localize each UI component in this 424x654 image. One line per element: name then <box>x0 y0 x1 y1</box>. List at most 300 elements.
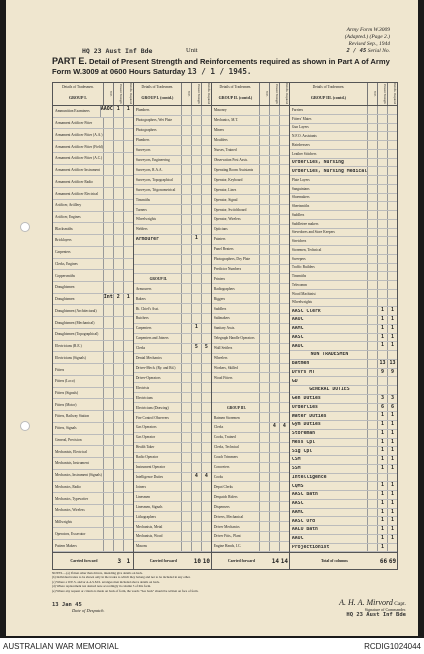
cell-we <box>103 482 113 493</box>
cell-rr <box>123 505 133 516</box>
table-row <box>134 502 211 512</box>
cell-we <box>367 474 377 482</box>
cell-rr: 1 <box>387 430 397 438</box>
cell-rr <box>123 528 133 539</box>
cell-ps <box>269 383 279 392</box>
trade-label: Saddletree makers <box>291 221 319 226</box>
cell-ps <box>113 329 123 340</box>
cell-ps: 1 <box>377 465 387 473</box>
cell-we <box>181 502 191 511</box>
table-row <box>290 404 397 413</box>
cell-ps <box>113 458 123 469</box>
trade-label: GROUP II. <box>149 276 168 281</box>
cell-rr <box>387 264 397 272</box>
table-row <box>290 229 397 238</box>
cell-ps: 2 <box>113 294 123 305</box>
table-row <box>212 423 289 433</box>
trade-label: Mechanists, Wood <box>135 534 163 539</box>
cell-ps <box>191 195 201 204</box>
cell-ps: 1 <box>377 430 387 438</box>
cell-we <box>103 235 113 246</box>
cell-rr: 1 <box>123 294 133 305</box>
cell-we <box>181 364 191 373</box>
table-row <box>290 386 397 395</box>
cell-ps <box>113 540 123 551</box>
cell-ps: 3 <box>377 395 387 403</box>
cell-ps <box>113 212 123 223</box>
cell-ps <box>113 528 123 539</box>
table-row <box>212 175 289 185</box>
cell-we <box>367 185 377 193</box>
cell-ps <box>269 136 279 145</box>
cell-we <box>181 126 191 135</box>
cell-we <box>103 305 113 316</box>
trade-label: Mechanists, Instrument <box>55 461 89 466</box>
cell-we <box>367 316 377 324</box>
cell-rr <box>201 156 211 165</box>
table-row <box>53 446 133 458</box>
cell-rr <box>201 215 211 224</box>
table-row <box>212 185 289 195</box>
carried-forward-label: Carried forward <box>227 559 255 563</box>
cell-we <box>181 195 191 204</box>
cell-ps <box>269 106 279 115</box>
cell-we <box>367 500 377 508</box>
cell-ps <box>269 146 279 155</box>
cell-ps <box>113 141 123 152</box>
cell-ps <box>191 225 201 234</box>
table-row <box>134 423 211 433</box>
trade-label: Fitters (Loco) <box>55 379 75 384</box>
trade-label: Electrists <box>135 385 150 390</box>
table-row <box>290 115 397 124</box>
table-row <box>290 456 397 465</box>
cell-we <box>259 354 269 363</box>
trade-label: Projectionist <box>291 544 330 550</box>
table-row <box>134 453 211 463</box>
cell-ps <box>113 446 123 457</box>
cell-we <box>103 376 113 387</box>
trade-label: Riggers <box>213 296 226 301</box>
table-row <box>53 423 133 435</box>
cell-ps <box>113 423 123 434</box>
trade-label: Opticians <box>213 227 228 232</box>
cell-we <box>367 167 377 175</box>
trade-label: Tinsmiths <box>135 197 151 202</box>
cell-we <box>181 314 191 323</box>
cell-we <box>181 175 191 184</box>
table-row <box>212 215 289 225</box>
table-row <box>53 376 133 388</box>
cell-ps <box>191 205 201 214</box>
cell-ps <box>113 223 123 234</box>
cell-we <box>367 465 377 473</box>
cell-rr <box>123 341 133 352</box>
cell-rr <box>387 167 397 175</box>
cell-ps <box>113 493 123 504</box>
cell-ps <box>191 126 201 135</box>
cell-ps: 1 <box>377 439 387 447</box>
cell-ps <box>113 482 123 493</box>
trade-label: Radiographers <box>213 286 235 291</box>
cell-we <box>259 542 269 551</box>
cell-ps <box>113 505 123 516</box>
serial-number: 2 / 45 <box>346 48 367 54</box>
trade-label: Fitters' Mates <box>291 116 312 121</box>
cell-we <box>103 176 113 187</box>
cell-ps <box>191 532 201 541</box>
table-row <box>290 220 397 229</box>
table-row <box>53 388 133 400</box>
cell-rr: 4 <box>201 473 211 482</box>
trade-label: Traffic Builders <box>291 265 315 270</box>
cell-ps <box>269 433 279 442</box>
cell-we <box>367 334 377 342</box>
cell-rr <box>279 453 289 462</box>
group-header <box>134 83 211 106</box>
cell-rr <box>123 376 133 387</box>
table-row <box>290 500 397 509</box>
cell-we <box>181 512 191 521</box>
cell-rr <box>123 411 133 422</box>
cell-rr: 1 <box>387 342 397 350</box>
cell-ps <box>113 247 123 258</box>
cell-we <box>181 354 191 363</box>
trade-label: Photographers, Dry Plate <box>213 257 251 262</box>
cell-ps <box>113 435 123 446</box>
table-row <box>53 341 133 353</box>
archive-name: AUSTRALIAN WAR MEMORIAL <box>3 642 119 651</box>
trade-label: Tinsmiths <box>291 274 307 279</box>
table-row <box>134 106 211 116</box>
table-row <box>290 316 397 325</box>
cell-rr <box>123 118 133 129</box>
trade-label: Armourers <box>135 286 152 291</box>
cell-we <box>181 522 191 531</box>
cell-we <box>181 235 191 244</box>
cell-rr <box>387 272 397 280</box>
cell-ps <box>113 376 123 387</box>
cell-we <box>103 282 113 293</box>
cell-ps <box>269 235 279 244</box>
cell-ps: 1 <box>377 535 387 543</box>
trade-label: Surveyors, Trigonometrical <box>135 187 176 192</box>
table-row <box>134 482 211 492</box>
cell-rr: 1 <box>387 316 397 324</box>
trade-label: Orderlies <box>291 404 318 410</box>
table-row <box>53 505 133 517</box>
cell-we <box>103 341 113 352</box>
trade-label: Engine Hands, I.C. <box>213 544 242 549</box>
table-row <box>134 156 211 166</box>
cell-we <box>181 165 191 174</box>
cell-we <box>103 317 113 328</box>
table-row <box>134 334 211 344</box>
cell-we <box>367 491 377 499</box>
cell-rr <box>123 435 133 446</box>
trade-label: General, Precision <box>55 437 82 442</box>
cell-rr <box>387 106 397 114</box>
cell-rr <box>123 458 133 469</box>
cell-ps <box>269 364 279 373</box>
cell-ps <box>191 136 201 145</box>
cell-rr <box>123 317 133 328</box>
cell-rr <box>387 141 397 149</box>
cell-ps <box>113 399 123 410</box>
cell-rr <box>279 314 289 323</box>
cell-rr <box>387 544 397 552</box>
cell-rr <box>387 246 397 254</box>
cell-rr <box>201 136 211 145</box>
table-row <box>53 329 133 341</box>
cell-ps <box>269 373 279 382</box>
cell-rr: 1 <box>387 535 397 543</box>
cell-ps <box>269 413 279 422</box>
table-row <box>212 294 289 304</box>
cell-we <box>259 473 269 482</box>
table-row <box>290 272 397 281</box>
cell-rr <box>123 493 133 504</box>
table-row <box>134 542 211 552</box>
trade-label: Masonry <box>213 108 227 113</box>
cell-rr <box>123 282 133 293</box>
table-row <box>290 517 397 526</box>
cell-ps <box>269 156 279 165</box>
trade-label: Armament Artificer Fitter (Field) <box>55 144 103 149</box>
cell-we <box>259 492 269 501</box>
cell-we <box>367 526 377 534</box>
cell-ps <box>269 512 279 521</box>
cell-rr: 1 <box>387 307 397 315</box>
cell-ps: 9 <box>377 369 387 377</box>
trade-label: Storeman <box>291 431 316 437</box>
table-row <box>290 176 397 185</box>
group-name: GROUP I. <box>69 95 87 100</box>
trade-label: Millwrights <box>55 520 72 525</box>
cell-we <box>259 156 269 165</box>
group-name: GROUP I. (contd.) <box>141 95 174 100</box>
table-row <box>53 399 133 411</box>
cell-ps <box>191 304 201 313</box>
cell-we <box>103 364 113 375</box>
cell-we <box>103 118 113 129</box>
cell-rr <box>201 453 211 462</box>
cell-we <box>181 443 191 452</box>
trade-label: Dispensers <box>213 504 230 509</box>
table-row <box>290 447 397 456</box>
signature-block: A. H. A. Mirvord Capt. Signature of Commander. HQ 23 Aust Inf Bde <box>339 598 406 618</box>
cell-ps <box>377 272 387 280</box>
cell-we <box>367 360 377 368</box>
cell-ps <box>377 351 387 359</box>
trade-label: Draughtsmen (Topographical) <box>55 332 99 337</box>
cell-ps <box>113 165 123 176</box>
cell-rr <box>201 482 211 491</box>
carried-forward-rr: 14 <box>280 557 289 565</box>
trade-label: Bt. Chief's Asst. <box>135 306 160 311</box>
cell-ps <box>269 215 279 224</box>
trade-label: Armament Artificer Fitter (A.A.) <box>55 132 103 137</box>
cell-rr: 1 <box>123 106 133 117</box>
table-row <box>290 255 397 264</box>
table-row <box>134 165 211 175</box>
table-row <box>134 274 211 284</box>
cell-we <box>181 463 191 472</box>
cell-ps <box>269 344 279 353</box>
cell-rr <box>123 141 133 152</box>
trade-label: Radio Operator <box>135 455 159 460</box>
table-row <box>134 512 211 522</box>
table-row <box>212 324 289 334</box>
carried-forward-rr: 1 <box>126 557 131 565</box>
trade-label: Observation Post Assts. <box>213 157 248 162</box>
cell-ps <box>377 132 387 140</box>
table-row <box>290 281 397 290</box>
cell-we <box>181 205 191 214</box>
cell-we <box>367 281 377 289</box>
cell-rr <box>201 116 211 125</box>
cell-rr <box>387 150 397 158</box>
cell-ps <box>269 126 279 135</box>
cell-rr: 9 <box>387 369 397 377</box>
cell-rr <box>123 540 133 551</box>
cell-ps <box>191 413 201 422</box>
report-date: 13 / 1 / 1945. <box>187 67 252 76</box>
trade-label: AASC Ord <box>291 518 316 524</box>
cell-we <box>181 492 191 501</box>
table-row <box>290 351 397 360</box>
cell-rr <box>279 284 289 293</box>
trade-label: GROUP III. <box>226 405 246 410</box>
cell-we <box>259 393 269 402</box>
trade-label: Ammunition Examiners <box>55 109 90 114</box>
cell-we <box>259 255 269 264</box>
cell-we <box>103 493 113 504</box>
trade-label: Mechanics, Radio <box>55 484 81 489</box>
trade-label: Butchers <box>135 316 149 321</box>
cell-rr <box>201 512 211 521</box>
trade-label: Water Duties <box>291 413 327 419</box>
cell-we <box>181 304 191 313</box>
table-row <box>134 393 211 403</box>
cell-ps <box>191 542 201 551</box>
trade-label: Clerks <box>135 346 146 351</box>
cell-we <box>367 194 377 202</box>
table-row <box>212 284 289 294</box>
column-header: Reinfts. Required <box>123 83 133 105</box>
table-row <box>53 212 133 224</box>
cell-we <box>181 373 191 382</box>
trade-label: Concreters <box>213 465 230 470</box>
cell-ps <box>269 522 279 531</box>
cell-ps: 1 <box>377 325 387 333</box>
cell-we <box>103 329 113 340</box>
trade-label: Intelligence Duties <box>135 474 164 479</box>
cell-rr <box>279 403 289 412</box>
strength-table <box>52 82 398 570</box>
cell-rr <box>201 522 211 531</box>
table-row <box>53 294 133 306</box>
table-row <box>134 195 211 205</box>
cell-ps <box>191 364 201 373</box>
table-row <box>53 118 133 130</box>
cell-we: AAOC <box>100 106 113 117</box>
cell-rr <box>201 324 211 333</box>
cell-we <box>103 352 113 363</box>
cell-rr <box>201 304 211 313</box>
table-row <box>290 299 397 308</box>
cell-ps <box>191 423 201 432</box>
table-row <box>290 526 397 535</box>
cell-ps <box>269 225 279 234</box>
table-row <box>53 235 133 247</box>
cell-ps <box>269 334 279 343</box>
table-row <box>134 245 211 255</box>
table-row <box>212 314 289 324</box>
note-line: (e) Where any request or criteria is made on back of form, the words "See back" should be written on face of form. <box>52 588 199 593</box>
archive-caption <box>0 638 424 654</box>
cell-we <box>103 141 113 152</box>
trade-label: Mess Cpl <box>291 439 316 445</box>
cell-rr <box>279 482 289 491</box>
table-row <box>134 443 211 453</box>
cell-we <box>259 195 269 204</box>
cell-we <box>367 377 377 385</box>
note-line: NOTES.—(a) If men other than drivers, intending give details on back. <box>52 571 143 575</box>
table-row <box>212 235 289 245</box>
cell-we <box>367 509 377 517</box>
trade-label: Artificer, Engines <box>55 214 81 219</box>
cell-we <box>103 505 113 516</box>
table-row <box>290 185 397 194</box>
table-row <box>134 136 211 146</box>
table-row <box>212 482 289 492</box>
cell-rr <box>279 542 289 551</box>
table-row <box>212 245 289 255</box>
table-row <box>212 265 289 275</box>
cell-we <box>181 156 191 165</box>
cell-rr <box>279 156 289 165</box>
cell-rr <box>201 245 211 254</box>
cell-we <box>367 220 377 228</box>
table-row <box>212 116 289 126</box>
cell-we <box>259 324 269 333</box>
cell-ps <box>269 195 279 204</box>
table-row <box>134 413 211 423</box>
cell-ps <box>377 176 387 184</box>
cell-we <box>181 433 191 442</box>
cell-rr <box>279 175 289 184</box>
trade-label: Wheelwrights <box>291 300 313 305</box>
cell-rr <box>387 474 397 482</box>
trade-label: AAMC <box>291 509 304 515</box>
cell-ps <box>377 220 387 228</box>
cell-we <box>103 247 113 258</box>
cell-rr <box>279 473 289 482</box>
cell-ps <box>191 492 201 501</box>
trade-label: Gas Operator <box>135 435 156 440</box>
trade-label: AAMC <box>291 326 304 332</box>
cell-we <box>367 342 377 350</box>
cell-ps <box>269 482 279 491</box>
cell-rr <box>123 329 133 340</box>
cell-rr <box>201 225 211 234</box>
cell-ps: 1 <box>377 500 387 508</box>
cell-ps <box>269 116 279 125</box>
trade-label: Driver Mechanics <box>213 524 240 529</box>
cell-we <box>103 188 113 199</box>
cell-we <box>367 482 377 490</box>
